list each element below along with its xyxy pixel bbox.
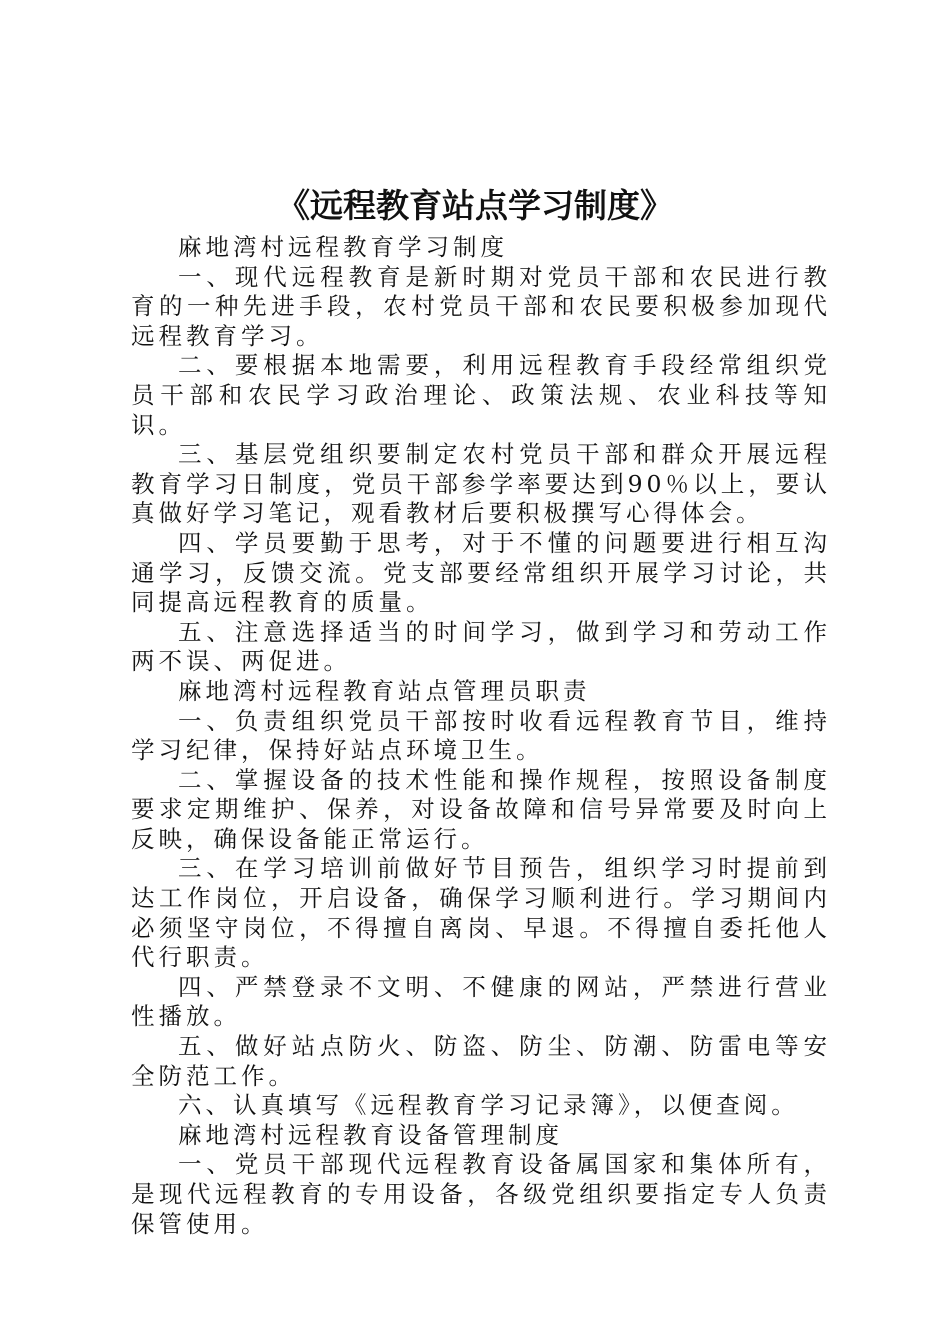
paragraph: 一、党员干部现代远程教育设备属国家和集体所有，是现代远程教育的专用设备，各级党组织要指定专人负责保管使用。: [131, 1150, 831, 1238]
document-body: [131, 233, 831, 1239]
section-heading-administrator-duties: 麻地湾村远程教育站点管理员职责: [178, 676, 591, 705]
paragraph: 二、掌握设备的技术性能和操作规程，按照设备制度要求定期维护、保养，对设备故障和信号异常要及时向上反映，确保设备能正常运行。: [131, 765, 831, 853]
paragraph: 三、在学习培训前做好节目预告，组织学习时提前到达工作岗位，开启设备，确保学习顺利进行。学习期间内必须坚守岗位，不得擅自离岗、早退。不得擅自委托他人代行职责。: [131, 854, 831, 972]
paragraph: 一、负责组织党员干部按时收看远程教育节目，维持学习纪律，保持好站点环境卫生。: [131, 706, 831, 765]
document-title: 《远程教育站点学习制度》: [277, 186, 673, 225]
paragraph: 一、现代远程教育是新时期对党员干部和农民进行教育的一种先进手段，农村党员干部和农民要积极参加现代远程教育学习。: [131, 262, 831, 350]
paragraph: 二、要根据本地需要，利用远程教育手段经常组织党员干部和农民学习政治理论、政策法规、农业科技等知识。: [131, 351, 831, 439]
paragraph: 四、学员要勤于思考，对于不懂的问题要进行相互沟通学习，反馈交流。党支部要经常组织开展学习讨论，共同提高远程教育的质量。: [131, 528, 831, 617]
paragraph: 三、基层党组织要制定农村党员干部和群众开展远程教育学习日制度，党员干部参学率要达到90％以上，要认真做好学习笔记，观看教材后要积极撰写心得体会。: [131, 440, 831, 528]
section-heading-equipment-management: 麻地湾村远程教育设备管理制度: [178, 1120, 563, 1149]
section-heading-study-system: 麻地湾村远程教育学习制度: [178, 233, 508, 261]
paragraph: 五、做好站点防火、防盗、防尘、防潮、防雷电等安全防范工作。: [131, 1032, 831, 1090]
paragraph: 四、严禁登录不文明、不健康的网站，严禁进行营业性播放。: [131, 972, 831, 1031]
paragraph: 五、注意选择适当的时间学习，做到学习和劳动工作两不误、两促进。: [131, 617, 831, 676]
paragraph: 六、认真填写《远程教育学习记录簿》，以便查阅。: [178, 1091, 799, 1120]
